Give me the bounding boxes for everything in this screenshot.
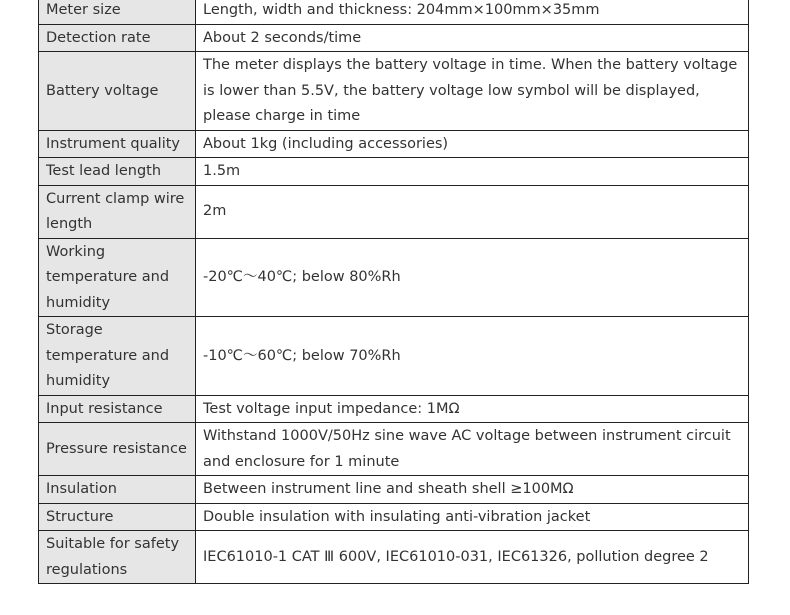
spec-label: Battery voltage: [39, 52, 196, 131]
spec-label: Structure: [39, 503, 196, 531]
spec-label: Insulation: [39, 476, 196, 504]
spec-value: 1.5m: [196, 158, 749, 186]
spec-row-storage-temperature: [39, 317, 749, 396]
spec-value: -20℃～40℃; below 80%Rh: [196, 238, 749, 317]
spec-row-current-clamp-wire-length: [39, 185, 749, 238]
spec-value: About 2 seconds/time: [196, 24, 749, 52]
spec-row-detection-rate: [39, 24, 749, 52]
spec-label: Input resistance: [39, 395, 196, 423]
spec-value: Length, width and thickness: 204mm×100mm×35mm: [196, 0, 749, 24]
spec-row-insulation: [39, 476, 749, 504]
spec-value: The meter displays the battery voltage in time. When the battery voltage is lower than 5.5V, the battery voltage low symbol will be displayed, please charge in time: [196, 52, 749, 131]
spec-row-test-lead-length: [39, 158, 749, 186]
spec-value: 2m: [196, 185, 749, 238]
spec-value: Test voltage input impedance: 1MΩ: [196, 395, 749, 423]
spec-row-working-temperature: [39, 238, 749, 317]
spec-row-meter-size: [39, 0, 749, 24]
specifications-table-body: [39, 0, 749, 584]
spec-label: Meter size: [39, 0, 196, 24]
spec-label: Detection rate: [39, 24, 196, 52]
spec-label: Current clamp wire length: [39, 185, 196, 238]
spec-value: Between instrument line and sheath shell ≥100MΩ: [196, 476, 749, 504]
spec-label: Pressure resistance: [39, 423, 196, 476]
spec-row-safety-regulations: [39, 531, 749, 584]
spec-label: Suitable for safety regulations: [39, 531, 196, 584]
spec-row-instrument-quality: [39, 130, 749, 158]
spec-label: Test lead length: [39, 158, 196, 186]
spec-row-pressure-resistance: [39, 423, 749, 476]
spec-value: Withstand 1000V/50Hz sine wave AC voltage between instrument circuit and enclosure for 1 minute: [196, 423, 749, 476]
specifications-table: [38, 0, 749, 584]
spec-label: Storage temperature and humidity: [39, 317, 196, 396]
spec-value: Double insulation with insulating anti-vibration jacket: [196, 503, 749, 531]
spec-value: IEC61010-1 CAT Ⅲ 600V, IEC61010-031, IEC61326, pollution degree 2: [196, 531, 749, 584]
spec-label: Instrument quality: [39, 130, 196, 158]
spec-value: About 1kg (including accessories): [196, 130, 749, 158]
spec-value: -10℃～60℃; below 70%Rh: [196, 317, 749, 396]
spec-row-input-resistance: [39, 395, 749, 423]
spec-row-structure: [39, 503, 749, 531]
spec-row-battery-voltage: [39, 52, 749, 131]
spec-label: Working temperature and humidity: [39, 238, 196, 317]
